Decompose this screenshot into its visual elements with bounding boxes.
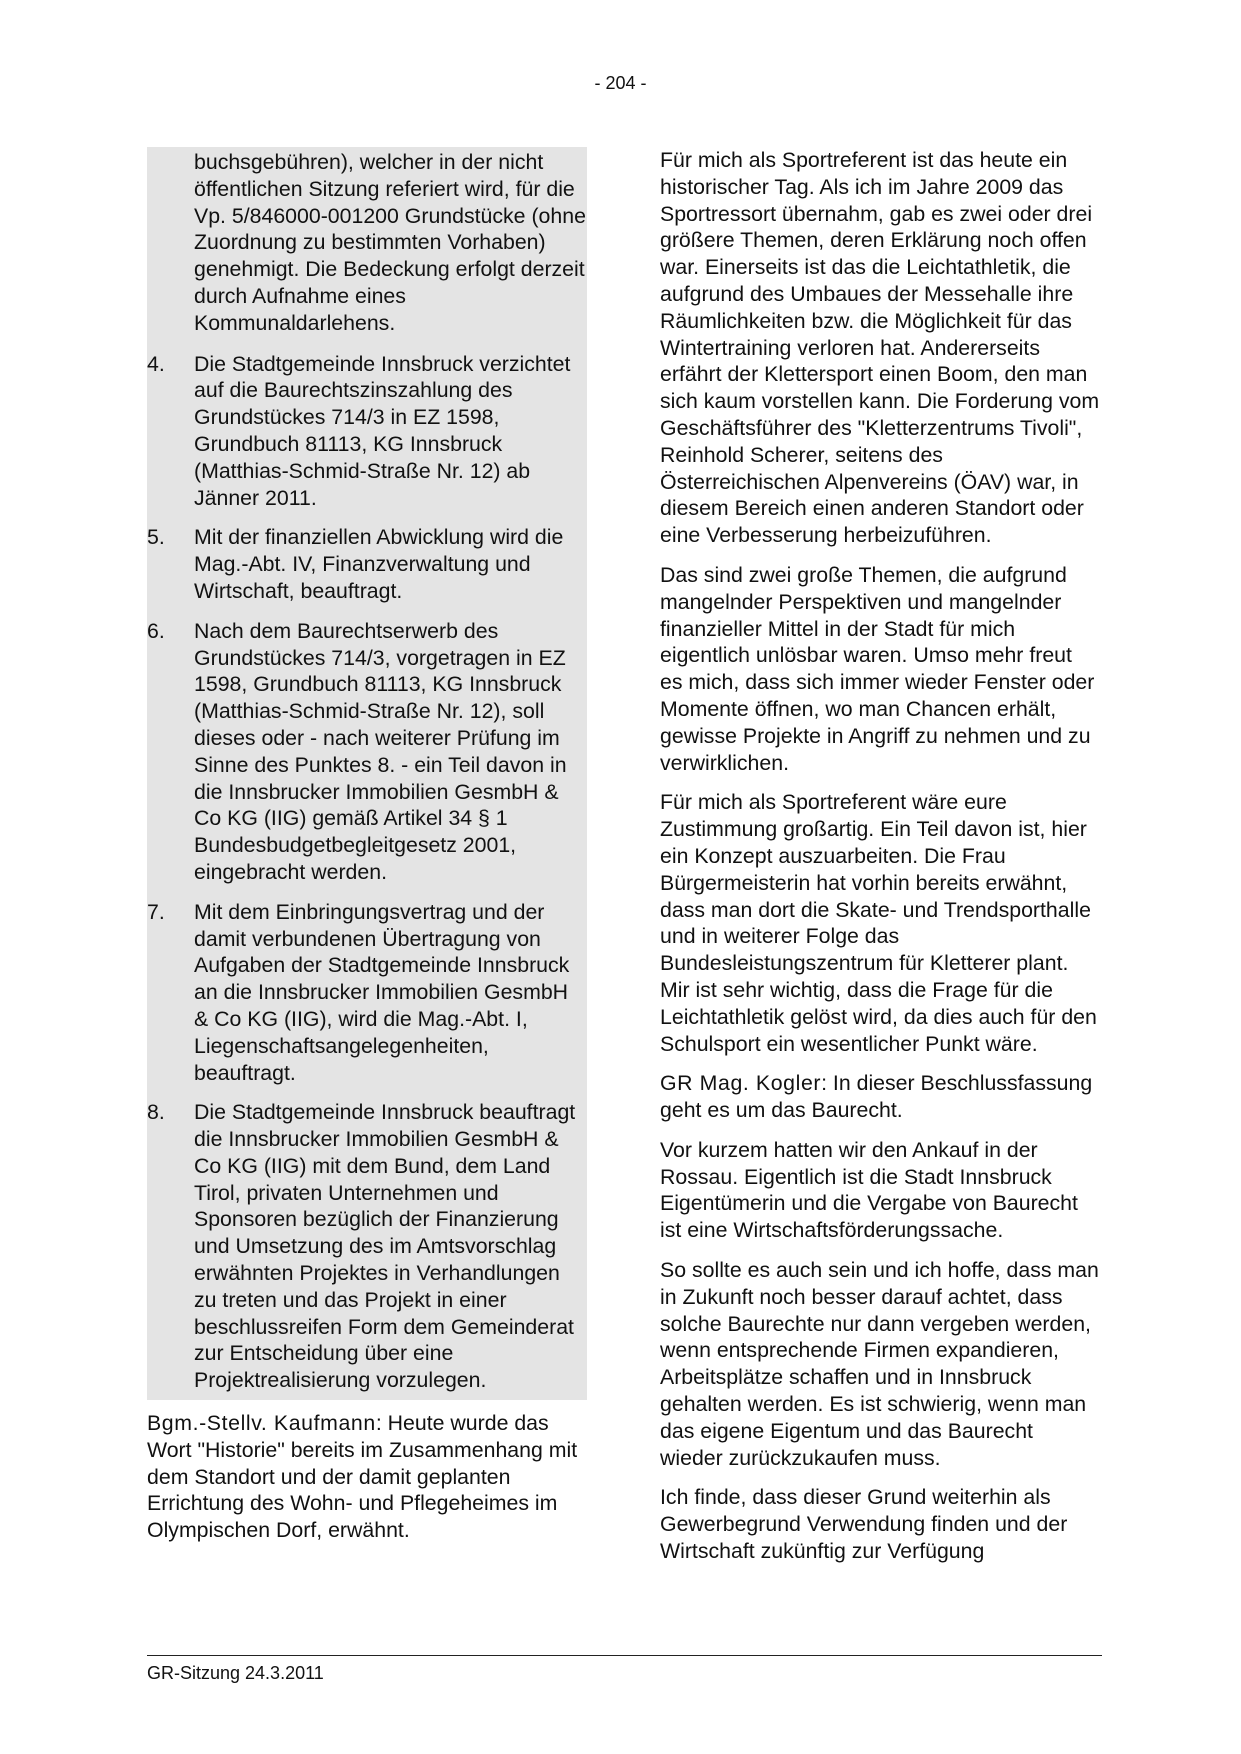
speech-paragraph (147, 1410, 587, 1544)
resolution-item (147, 351, 587, 525)
paragraph: Das sind zwei große Themen, die aufgrund mangelnder Perspektiven und mangelnder finanzieller Mittel in der Stadt für mich eigentlich unlösbar waren. Umso mehr freut es mich, dass sich immer wieder Fenster oder Momente öffnen, wo man Chancen erhält, gewisse Projekte in Angriff zu nehmen und zu verwirklichen. (660, 562, 1095, 775)
speaker-name: Bgm.-Stellv. Kaufmann (147, 1411, 376, 1436)
resolution-continuation: buchsgebühren), welcher in der nicht öffentlichen Sitzung referiert wird, für die Vp. 5/846000-001200 Grundstücke (ohne Zuordnung zu bestimmten Vorhaben) genehmigt. Die Bedeckung erfolgt derzeit durch Aufnahme eines Kommunaldarlehens. (194, 150, 586, 335)
footer-text: GR-Sitzung 24.3.2011 (147, 1663, 324, 1683)
speech-text: : In dieser Beschlussfassung geht es um das Baurecht. (660, 1071, 1093, 1123)
page-number: - 204 - (594, 73, 647, 93)
shaded-resolution-block (147, 147, 587, 1400)
item-number: 4. (147, 351, 165, 376)
item-number: 5. (147, 525, 165, 550)
item-number: 6. (147, 618, 165, 643)
item-text: Die Stadtgemeinde Innsbruck verzichtet auf die Baurechtszinszahlung des Grundstückes 714/3 in EZ 1598, Grundbuch 81113, KG Innsbruck (Matthias-Schmid-Straße Nr. 12) ab Jänner 2011. (194, 351, 571, 510)
item-number: 8. (147, 1100, 165, 1125)
item-text: Mit der finanziellen Abwicklung wird die Mag.-Abt. IV, Finanzverwaltung und Wirtschaft, beauftragt. (194, 525, 564, 603)
paragraph: Vor kurzem hatten wir den Ankauf in der Rossau. Eigentlich ist die Stadt Innsbruck Eigentümerin und die Vergabe von Baurecht ist eine Wirtschaftsförderungssache. (660, 1137, 1078, 1243)
speech-paragraph (660, 1070, 1100, 1124)
right-column (660, 147, 1100, 1578)
speech-text: : Heute wurde das Wort "Historie" bereits im Zusammenhang mit dem Standort und der damit geplanten Errichtung des Wohn- und Pflegeheimes im Olympischen Dorf, erwähnt. (147, 1411, 578, 1543)
left-column (147, 147, 587, 1557)
item-text: Mit dem Einbringungsvertrag und der damit verbundenen Übertragung von Aufgaben der Stadtgemeinde Innsbruck an die Innsbrucker Immobilien GesmbH & Co KG (IIG), wird die Mag.-Abt. I, Liegenschaftsangelegenheiten, beauftragt. (194, 899, 570, 1085)
resolution-item (147, 1099, 587, 1400)
paragraph: Für mich als Sportreferent ist das heute ein historischer Tag. Als ich im Jahre 2009 das Sportressort übernahm, gab es zwei oder drei größere Themen, deren Erklärung noch offen war. Einerseits ist das die Leichtathletik, die aufgrund des Umbaues der Messehalle ihre Räumlichkeiten bzw. die Möglichkeit für das Wintertraining verloren hat. Andererseits erfährt der Klettersport einen Boom, den man sich kaum vorstellen kann. Die Forderung vom Geschäftsführer des "Kletterzentrums Tivoli", Reinhold Scherer, seitens des Österreichischen Alpenvereins (ÖAV) war, in diesem Bereich einen anderen Standort oder eine Verbesserung herbeizuführen. (660, 148, 1100, 548)
resolution-item (147, 618, 587, 899)
item-number: 7. (147, 899, 165, 924)
paragraph: Für mich als Sportreferent wäre eure Zustimmung großartig. Ein Teil davon ist, hier ein Konzept auszuarbeiten. Die Frau Bürgermeisterin hat vorhin bereits erwähnt, dass man dort die Skate- und Trendsporthalle und in weiterer Folge das Bundesleistungszentrum für Kletterer plant. Mir ist sehr wichtig, dass die Frage für die Leichtathletik gelöst wird, da dies auch für den Schulsport ein wesentlicher Punkt wäre. (660, 790, 1097, 1056)
item-text: Nach dem Baurechtserwerb des Grundstückes 714/3, vorgetragen in EZ 1598, Grundbuch 81113, KG Innsbruck (Matthias-Schmid-Straße Nr. 12), soll dieses oder - nach weiterer Prüfung im Sinne des Punktes 8. - ein Teil davon in die Innsbrucker Immobilien GesmbH & Co KG (IIG) gemäß Artikel 34 § 1 Bundesbudgetbegleitgesetz 2001, eingebracht werden. (194, 618, 567, 884)
item-text: Die Stadtgemeinde Innsbruck beauftragt die Innsbrucker Immobilien GesmbH & Co KG (IIG) mit dem Bund, dem Land Tirol, privaten Unternehmen und Sponsoren bezüglich der Finanzierung und Umsetzung des im Amtsvorschlag erwähnten Projektes in Verhandlungen zu treten und das Projekt in einer beschlussreifen Form dem Gemeinderat zur Entscheidung über eine Projektrealisierung vorzulegen. (194, 1100, 576, 1393)
paragraph: So sollte es auch sein und ich hoffe, dass man in Zukunft noch besser darauf achtet, dass solche Baurechte nur dann vergeben werden, wenn entsprechende Firmen expandieren, Arbeitsplätze schaffen und in Innsbruck gehalten werden. Es ist schwierig, wenn man das eigene Eigentum und das Baurecht wieder zurückzukaufen muss. (660, 1258, 1099, 1470)
footer-divider (147, 1655, 1102, 1656)
resolution-item (147, 524, 587, 617)
paragraph: Ich finde, dass dieser Grund weiterhin als Gewerbegrund Verwendung finden und der Wirtschaft zukünftig zur Verfügung (660, 1485, 1068, 1564)
resolution-item (147, 899, 587, 1100)
speaker-name: GR Mag. Kogler (660, 1071, 822, 1096)
